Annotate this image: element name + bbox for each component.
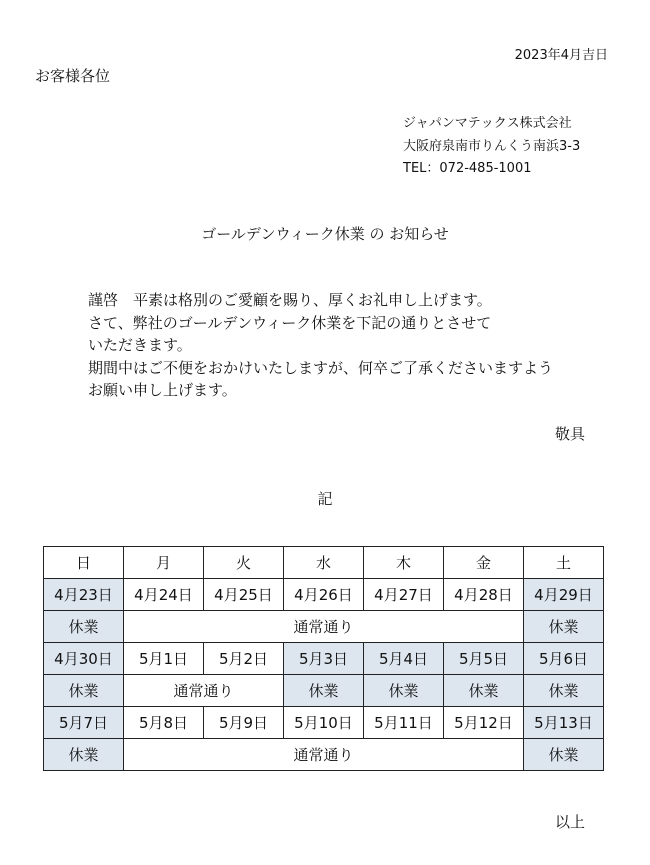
- status-normal: 通常通り: [124, 739, 524, 771]
- status-closed: 休業: [44, 739, 124, 771]
- weekday-fri: 金: [444, 547, 524, 579]
- date-cell: 5月13日: [524, 707, 604, 739]
- date-cell: 5月6日: [524, 643, 604, 675]
- recipient: お客様各位: [35, 67, 111, 85]
- status-closed: 休業: [444, 675, 524, 707]
- date-cell: 5月5日: [444, 643, 524, 675]
- holiday-calendar: [43, 546, 604, 771]
- body-text: [88, 289, 553, 402]
- status-closed: 休業: [524, 675, 604, 707]
- weekday-sat: 土: [524, 547, 604, 579]
- company-tel: TEL：072-485-1001: [403, 161, 532, 176]
- date-cell: 5月11日: [364, 707, 444, 739]
- body-line: いただきます。: [88, 336, 192, 354]
- date-cell: 4月23日: [44, 579, 124, 611]
- date-cell: 5月12日: [444, 707, 524, 739]
- status-closed: 休業: [44, 675, 124, 707]
- ki-heading: 記: [317, 490, 333, 508]
- date-cell: 5月2日: [204, 643, 284, 675]
- date-cell: 5月1日: [124, 643, 204, 675]
- date-cell: 5月3日: [284, 643, 364, 675]
- status-closed: 休業: [524, 611, 604, 643]
- date-cell: 5月4日: [364, 643, 444, 675]
- body-line: さて、弊社のゴールデンウィーク休業を下記の通りとさせて: [88, 313, 492, 332]
- status-closed: 休業: [284, 675, 364, 707]
- status-normal: 通常通り: [124, 611, 524, 643]
- company-address: 大阪府泉南市りんくう南浜3-3: [403, 138, 581, 154]
- body-line: 謹啓 平素は格別のご愛顧を賜り、厚くお礼申し上げます。: [88, 291, 492, 309]
- status-closed: 休業: [44, 611, 124, 643]
- date-cell: 4月26日: [284, 579, 364, 611]
- week3-status-row: [44, 739, 604, 771]
- status-normal: 通常通り: [124, 675, 284, 707]
- date-cell: 4月24日: [124, 579, 204, 611]
- week2-date-row: [44, 643, 604, 675]
- weekday-header-row: [44, 547, 604, 579]
- week1-status-row: [44, 611, 604, 643]
- sender-block: [403, 113, 580, 181]
- body-line: お願い申し上げます。: [88, 381, 237, 399]
- date-cell: 5月9日: [204, 707, 284, 739]
- status-closed: 休業: [364, 675, 444, 707]
- weekday-tue: 火: [204, 547, 284, 579]
- document-title: ゴールデンウィーク休業 の お知らせ: [201, 225, 449, 243]
- weekday-thu: 木: [364, 547, 444, 579]
- week2-status-row: [44, 675, 604, 707]
- closing-ijou: 以上: [555, 813, 586, 831]
- week3-date-row: [44, 707, 604, 739]
- date-cell: 5月7日: [44, 707, 124, 739]
- week1-date-row: [44, 579, 604, 611]
- date-cell: 4月29日: [524, 579, 604, 611]
- body-line: 期間中はご不便をおかけいたしますが、何卒ご了承くださいますよう: [88, 358, 554, 377]
- date-cell: 4月30日: [44, 643, 124, 675]
- weekday-sun: 日: [44, 547, 124, 579]
- date-cell: 5月10日: [284, 707, 364, 739]
- status-closed: 休業: [524, 739, 604, 771]
- company-name: ジャパンマテックス株式会社: [403, 116, 572, 131]
- date-cell: 4月25日: [204, 579, 284, 611]
- closing-keigu: 敬具: [555, 425, 586, 443]
- date-cell: 5月8日: [124, 707, 204, 739]
- document-date: 2023年4月吉日: [514, 48, 608, 63]
- weekday-wed: 水: [284, 547, 364, 579]
- date-cell: 4月27日: [364, 579, 444, 611]
- date-cell: 4月28日: [444, 579, 524, 611]
- weekday-mon: 月: [124, 547, 204, 579]
